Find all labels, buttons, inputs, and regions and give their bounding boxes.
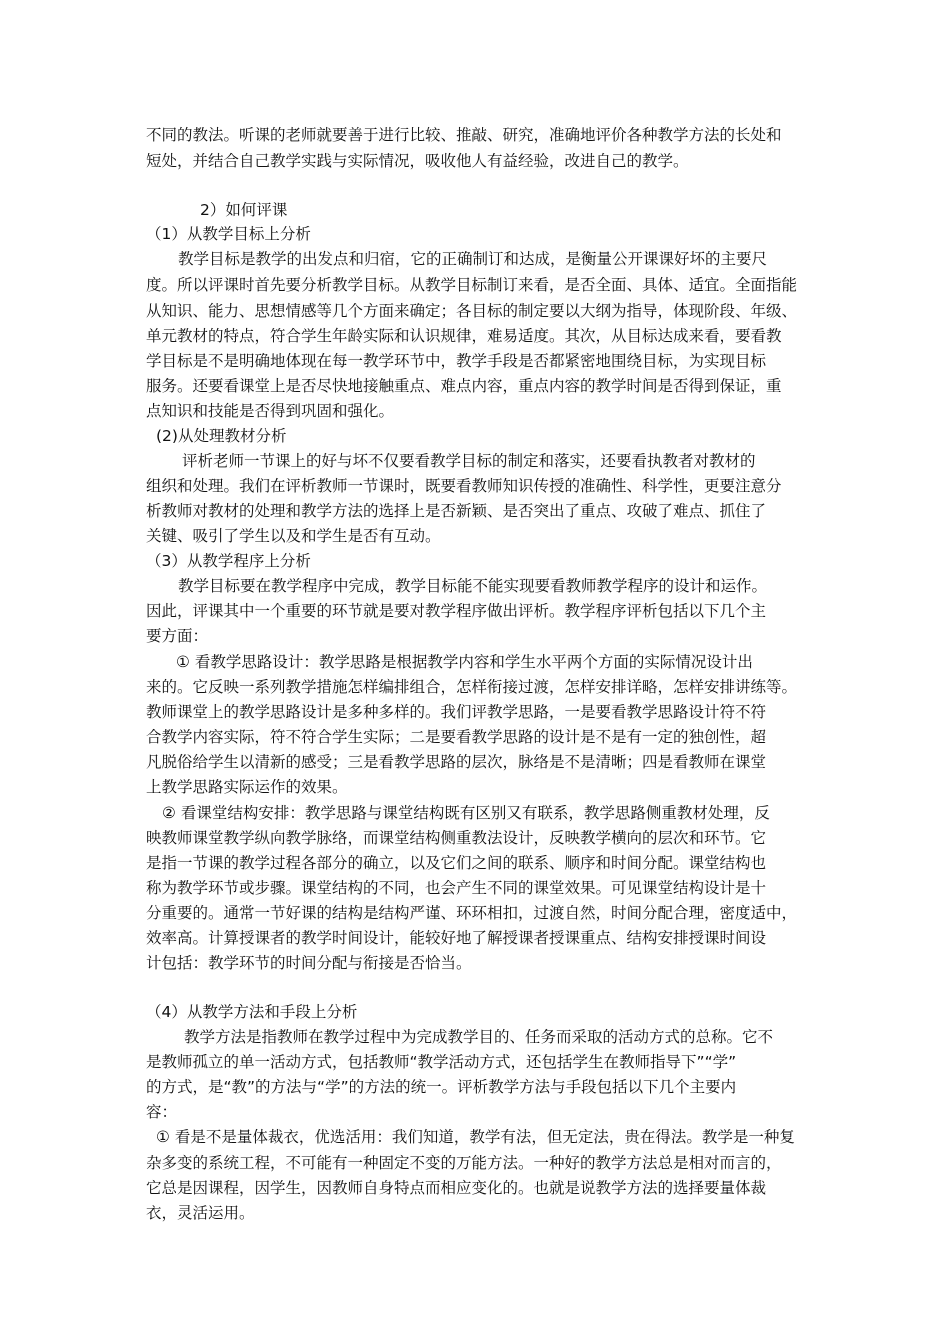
paragraph-line: 容： (146, 1103, 178, 1121)
paragraph-line: 计包括：教学环节的时间分配与衔接是否恰当。 (146, 954, 472, 972)
paragraph-line: 凡脱俗给学生以清新的感受；三是看教学思路的层次，脉络是不是清晰；四是看教师在课堂 (146, 753, 767, 771)
paragraph-line: 关键、吸引了学生以及和学生是否有互动。 (146, 527, 441, 545)
paragraph-line: 因此，评课其中一个重要的环节就是要对教学程序做出评析。教学程序评析包括以下几个主 (146, 602, 767, 620)
section-heading: 2）如何评课 (200, 201, 288, 219)
paragraph-line: 度。所以评课时首先要分析教学目标。从教学目标制订来看，是否全面、具体、适宜。全面指能 (146, 276, 798, 294)
paragraph-line: 评析老师一节课上的好与坏不仅要看教学目标的制定和落实，还要看执教者对教材的 (182, 452, 756, 470)
paragraph-line: 点知识和技能是否得到巩固和强化。 (146, 402, 395, 420)
paragraph-line: 析教师对教材的处理和教学方法的选择上是否新颖、是否突出了重点、攻破了难点、抓住了 (146, 502, 767, 520)
paragraph-line: 服务。还要看课堂上是否尽快地接触重点、难点内容，重点内容的教学时间是否得到保证，重 (146, 377, 782, 395)
paragraph-line: 从知识、能力、思想情感等几个方面来确定；各目标的制定要以大纲为指导，体现阶段、年级、 (146, 302, 798, 320)
paragraph-line: 来的。它反映一系列教学措施怎样编排组合，怎样衔接过渡，怎样安排详略，怎样安排讲练等。 (146, 678, 798, 696)
paragraph-line: 教学方法是指教师在教学过程中为完成教学目的、任务而采取的活动方式的总称。它不 (184, 1028, 774, 1046)
paragraph-line: 杂多变的系统工程，不可能有一种固定不变的万能方法。一种好的教学方法总是相对而言的， (146, 1154, 782, 1172)
paragraph-line: 上教学思路实际运作的效果。 (146, 778, 348, 796)
paragraph-line: 教师课堂上的教学思路设计是多种多样的。我们评教学思路，一是要看教学思路设计符不符 (146, 703, 767, 721)
paragraph-line: 它总是因课程，因学生，因教师自身特点而相应变化的。也就是说教学方法的选择要量体裁 (146, 1179, 767, 1197)
paragraph-line: 学目标是不是明确地体现在每一教学环节中，教学手段是否都紧密地围绕目标，为实现目标 (146, 352, 767, 370)
paragraph-line: 不同的教法。听课的老师就要善于进行比较、推敲、研究，准确地评价各种教学方法的长处和 (146, 126, 782, 144)
paragraph-line: 合教学内容实际，符不符合学生实际；二是要看教学思路的设计是不是有一定的独创性，超 (146, 728, 767, 746)
paragraph-line: 教学目标是教学的出发点和归宿，它的正确制订和达成，是衡量公开课课好坏的主要尺 (178, 250, 768, 268)
subsection-heading: （4）从教学方法和手段上分析 (146, 1003, 358, 1021)
subsection-heading: （1）从教学目标上分析 (146, 225, 311, 243)
paragraph-line: 组织和处理。我们在评析教师一节课时，既要看教师知识传授的准确性、科学性，更要注意分 (146, 477, 782, 495)
paragraph-line: 称为教学环节或步骤。课堂结构的不同，也会产生不同的课堂效果。可见课堂结构设计是十 (146, 879, 767, 897)
paragraph-line: 的方式，是“教”的方法与“学”的方法的统一。评析教学方法与手段包括以下几个主要内 (146, 1078, 737, 1096)
paragraph-line: 分重要的。通常一节好课的结构是结构严谨、环环相扣，过渡自然，时间分配合理，密度适中， (146, 904, 798, 922)
list-item-line: ① 看教学思路设计：教学思路是根据教学内容和学生水平两个方面的实际情况设计出 (176, 653, 753, 671)
list-item-line: ② 看课堂结构安排：教学思路与课堂结构既有区别又有联系，教学思路侧重教材处理，反 (162, 804, 770, 822)
paragraph-line: 教学目标要在教学程序中完成，教学目标能不能实现要看教师教学程序的设计和运作。 (178, 577, 768, 595)
subsection-heading: (2)从处理教材分析 (156, 427, 287, 445)
paragraph-line: 要方面： (146, 627, 209, 645)
paragraph-line: 是指一节课的教学过程各部分的确立，以及它们之间的联系、顺序和时间分配。课堂结构也 (146, 854, 767, 872)
subsection-heading: （3）从教学程序上分析 (146, 552, 311, 570)
paragraph-line: 是教师孤立的单一活动方式，包括教师“教学活动方式，还包括学生在教师指导下”“学” (146, 1053, 737, 1071)
paragraph-line: 映教师课堂教学纵向教学脉络，而课堂结构侧重教法设计，反映教学横向的层次和环节。它 (146, 829, 767, 847)
paragraph-line: 效率高。计算授课者的教学时间设计，能较好地了解授课者授课重点、结构安排授课时间设 (146, 929, 767, 947)
paragraph-line: 衣，灵活运用。 (146, 1204, 255, 1222)
paragraph-line: 单元教材的特点，符合学生年龄实际和认识规律，难易适度。其次，从目标达成来看，要看教 (146, 327, 782, 345)
list-item-line: ① 看是不是量体裁衣，优选活用：我们知道，教学有法，但无定法，贵在得法。教学是一种复 (156, 1128, 795, 1146)
paragraph-line: 短处，并结合自己教学实践与实际情况，吸收他人有益经验，改进自己的教学。 (146, 152, 689, 170)
